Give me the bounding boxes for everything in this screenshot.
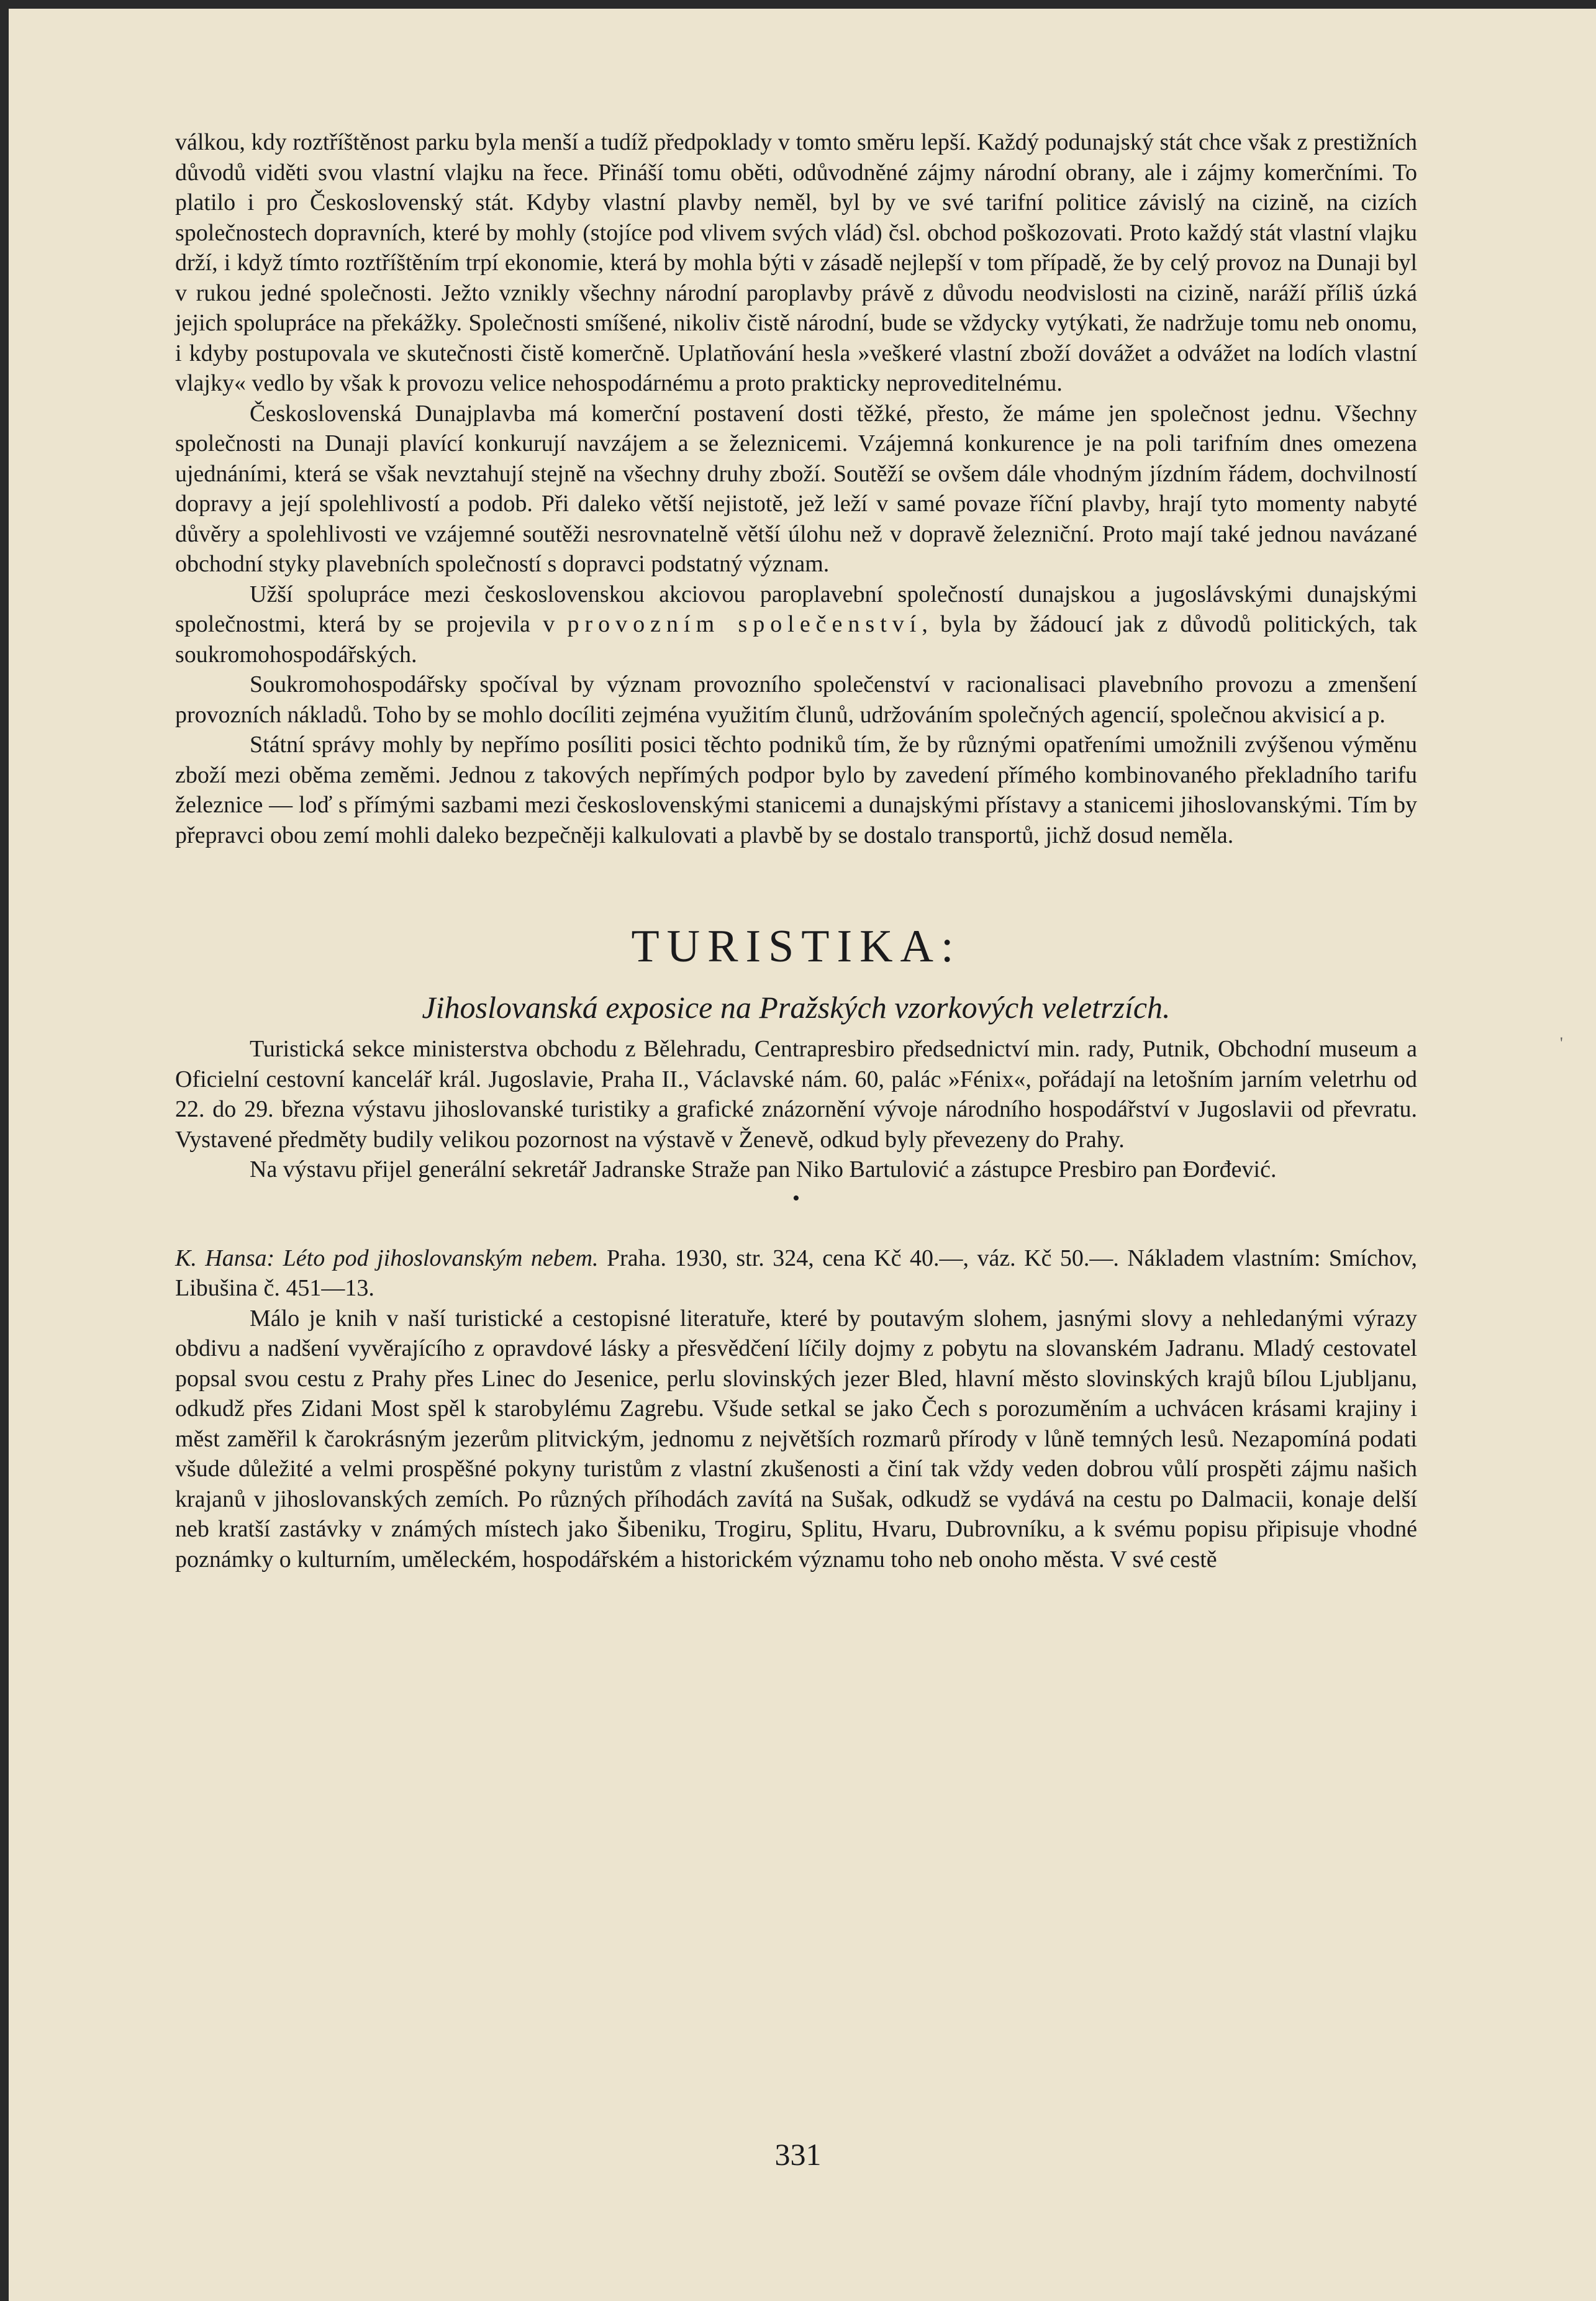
paragraph-text: Užší spolupráce mezi československou akciovou paroplavební společností dunajskou a jugoslávskými dunajskými společnostmi, která by se projevila v	[175, 581, 1417, 637]
paragraph: Státní správy mohly by nepřímo posíliti posici těchto podniků tím, že by různými opatřeními umožnili zvýšenou výměnu zboží mezi oběma zeměmi. Jednou z takových nepřímých podpor bylo by zavedení přímého kombinovaného překladního tarifu železnice — loď s přímými sazbami mezi československými stanicemi a dunajskými přístavy a stanicemi jihoslovanskými. Tím by přepravci obou zemí mohli daleko bezpečněji kalkulovati a plavbě by se dostalo transportů, jichž dosud neměla.	[175, 732, 1417, 848]
margin-mark: '	[1560, 1034, 1563, 1052]
article-subtitle: Jihoslovanská exposice na Pražských vzorkových veletrzích.	[422, 990, 1171, 1025]
page-number: 331	[774, 2137, 822, 2172]
paragraph: Turistická sekce ministerstva obchodu z Bělehradu, Centrapresbiro předsednictví min. rady, Putnik, Obchodní museum a Oficielní cestovní kancelář král. Jugoslavie, Praha II., Václavské nám. 60, palác »Fénix«, pořádají na letošním jarním veletrhu od 22. do 29. března výstavu jihoslovanské turistiky a grafické znázornění vývoje národního hospodářství v Jugoslavii od převratu. Vystavené předměty budily velikou pozornost na výstavě v Ženevě, odkud byly převezeny do Prahy.	[175, 1036, 1417, 1153]
page-body	[175, 127, 1417, 1574]
review-details: Praha. 1930, str. 324, cena Kč 40.—, váz. Kč 50.—. Nákladem vlastním: Smíchov, Libušina č. 451—13.	[175, 1245, 1417, 1301]
paragraph: Soukromohospodářsky spočíval by význam provozního společenství v racionalisaci plavebního provozu a zmenšení provozních nákladů. Toho by se mohlo docíliti zejména využitím člunů, udržováním společných agencií, společnou akvisicí a p.	[175, 671, 1417, 728]
section-title: TURISTIKA:	[631, 921, 961, 972]
paragraph: válkou, kdy roztříštěnost parku byla menší a tudíž předpoklady v tomto směru lepší. Každý podunajský stát chce však z prestižních důvodů viděti svou vlastní vlajku na řece. Přináší tomu oběti, odůvodněné zájmy národní obrany, ale i zájmy komerčními. To platilo i pro Československý stát. Kdyby vlastní plavby neměl, byl by ve své tarifní politice závislý na cizině, na cizích společnostech dopravních, které by mohly (stojíce pod vlivem svých vlád) čsl. obchod poškozovati. Proto každý stát vlastní vlajku drží, i když tímto roztříštěním trpí ekonomie, která by mohla býti v zásadě nejlepší v tom případě, že by celý provoz na Dunaji byl v rukou jedné společnosti. Ježto vznikly všechny národní paroplavby právě z důvodu neodvislosti na cizině, naráží příliš úzká jejich spolupráce na překážky. Společnosti smíšené, nikoliv čistě národní, bude se vždycky vytýkati, že nadržuje tomu neb onomu, i kdyby postupovala ve skutečnosti čistě komerčně. Uplatňování hesla »veškeré vlastní zboží dovážet a odvážet na lodích vlastní vlajky« vedlo by však k provozu velice nehospodárnému a proto prakticky neproveditelnému.	[175, 129, 1417, 396]
review-citation	[175, 1243, 1417, 1304]
separator-bullet: •	[792, 1186, 800, 1210]
paragraph: Československá Dunajplavba má komerční postavení dosti těžké, přesto, že máme jen společnost jednu. Všechny společnosti na Dunaji plavící konkurují navzájem a se železnicemi. Vzájemná konkurence je na poli tarifním dnes omezena ujednáními, která se však nevztahují stejně na všechny druhy zboží. Soutěží se ovšem dále vhodným jízdním řádem, dochvilností dopravy a její spolehlivostí a podob. Při daleko větší nejistotě, jež leží v samé povaze říční plavby, hrají tyto momenty nabyté důvěry a spolehlivosti ve vzájemné soutěži nesrovnatelně větší úlohu než v dopravě železniční. Proto mají také jednou navázané obchodní styky plavebních společností s dopravci podstatný význam.	[175, 400, 1417, 577]
spaced-emphasis: provozním společenství	[567, 611, 922, 637]
paragraph	[175, 579, 1417, 670]
review-author-title: K. Hansa: Léto pod jihoslovanským nebem.	[175, 1245, 599, 1271]
scan-edge-top	[0, 0, 1596, 9]
paragraph-text: , byla by žádoucí jak z důvodů politických, tak soukromohospodářských.	[175, 611, 1418, 668]
paragraph: Málo je knih v naší turistické a cestopisné literatuře, které by poutavým slohem, jasnými slovy a nehledanými výrazy obdivu a nadšení vyvěrajícího z opravdové lásky a přesvědčení líčily dojmy z pobytu na slovanském Jadranu. Mladý cestovatel popsal svou cestu z Prahy přes Linec do Jesenice, perlu slovinských jezer Bled, hlavní město slovinských krajů bílou Ljubljanu, odkudž přes Zidani Most spěl k starobylému Zagrebu. Všude setkal se jako Čech s porozuměním a uchvácen krásami krajiny i měst zaměřil k čarokrásným jezerům plitvickým, jednomu z největších rozmarů přírody v lůně temných lesů. Nezapomíná podati všude důležité a velmi prospěšné pokyny turistům z vlastní zkušenosti a činí tak vždy veden dobrou vůlí prospěti zájmu našich krajanů v jihoslovanských zemích. Po různých příhodách zavítá na Sušak, odkudž se vydává na cestu po Dalmacii, konaje delší neb kratší zastávky v známých místech jako Šibeniku, Trogiru, Splitu, Hvaru, Dubrovníku, a k svému popisu připisuje vhodné poznámky o kulturním, uměleckém, hospodářském a historickém významu toho neb onoho města. V své cestě	[175, 1305, 1417, 1573]
paragraph: Na výstavu přijel generální sekretář Jadranske Straže pan Niko Bartulović a zástupce Presbiro pan Đorđević.	[250, 1156, 1277, 1182]
scan-edge	[0, 0, 9, 2301]
